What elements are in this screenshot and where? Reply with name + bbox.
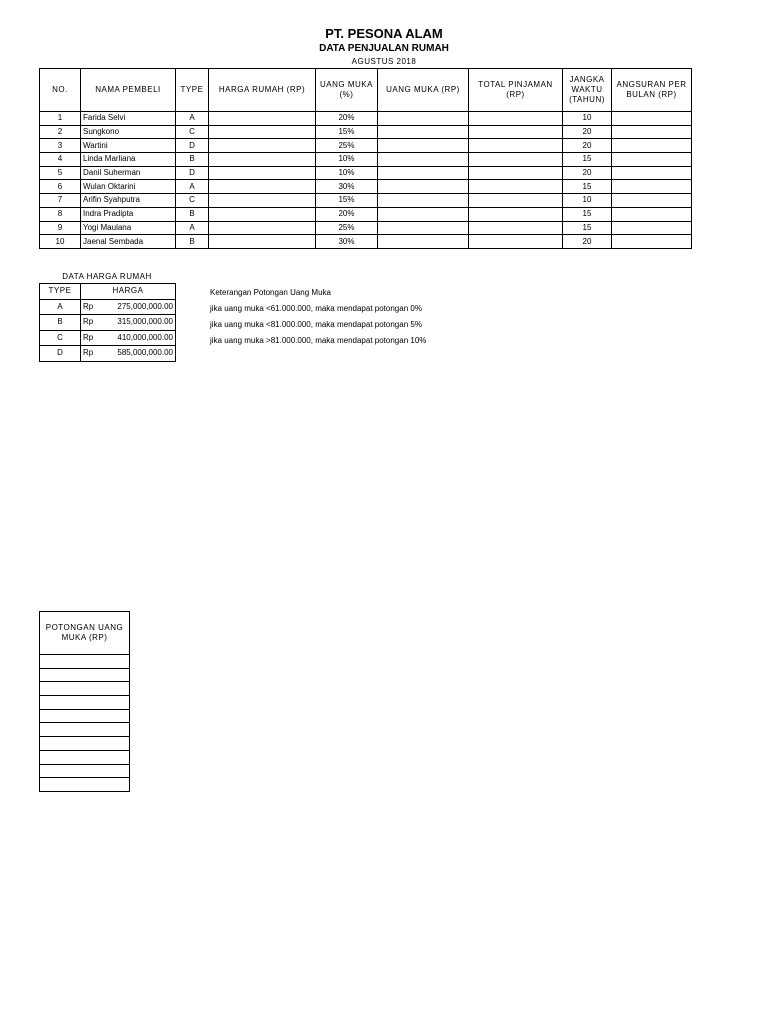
dp-amount-cell bbox=[378, 166, 469, 180]
price-row bbox=[40, 299, 176, 315]
price-col-type: TYPE bbox=[40, 284, 81, 300]
col-house-price: HARGA RUMAH (RP) bbox=[209, 69, 316, 112]
discount-row bbox=[40, 668, 130, 682]
discount-notes-title: Keterangan Potongan Uang Muka bbox=[210, 288, 331, 297]
table-row bbox=[40, 194, 692, 208]
dp-amount-cell bbox=[378, 153, 469, 167]
discount-note-line: jika uang muka >81.000.000, maka mendapat potongan 10% bbox=[210, 336, 427, 345]
price-type-cell: D bbox=[40, 346, 81, 362]
discount-cell bbox=[40, 709, 130, 723]
buyer-name-cell: Arifin Syahputra bbox=[81, 194, 176, 208]
term-cell: 15 bbox=[563, 180, 612, 194]
type-cell: A bbox=[176, 112, 209, 126]
buyer-name-cell: Jaenal Sembada bbox=[81, 235, 176, 249]
term-cell: 10 bbox=[563, 194, 612, 208]
total-loan-cell bbox=[469, 125, 563, 139]
discount-cell bbox=[40, 668, 130, 682]
discount-col-header: POTONGAN UANG MUKA (RP) bbox=[40, 612, 130, 655]
dp-percent-cell: 30% bbox=[316, 235, 378, 249]
price-value-cell bbox=[81, 346, 176, 362]
type-cell: A bbox=[176, 221, 209, 235]
dp-amount-cell bbox=[378, 194, 469, 208]
installment-cell bbox=[612, 153, 692, 167]
installment-cell bbox=[612, 221, 692, 235]
discount-table-header-row bbox=[40, 612, 130, 655]
buyer-name-cell: Wartini bbox=[81, 139, 176, 153]
term-cell: 20 bbox=[563, 235, 612, 249]
total-loan-cell bbox=[469, 180, 563, 194]
discount-row bbox=[40, 723, 130, 737]
currency-label: Rp bbox=[83, 348, 94, 358]
dp-amount-cell bbox=[378, 139, 469, 153]
currency-label: Rp bbox=[83, 317, 94, 327]
dp-amount-cell bbox=[378, 180, 469, 194]
price-type-cell: A bbox=[40, 299, 81, 315]
discount-cell bbox=[40, 750, 130, 764]
dp-percent-cell: 25% bbox=[316, 139, 378, 153]
dp-percent-cell: 20% bbox=[316, 207, 378, 221]
discount-row bbox=[40, 764, 130, 778]
col-dp-amount: UANG MUKA (RP) bbox=[378, 69, 469, 112]
table-row bbox=[40, 153, 692, 167]
dp-percent-cell: 20% bbox=[316, 112, 378, 126]
table-row bbox=[40, 125, 692, 139]
house-price-cell bbox=[209, 153, 316, 167]
table-row bbox=[40, 112, 692, 126]
no-cell: 1 bbox=[40, 112, 81, 126]
table-row bbox=[40, 235, 692, 249]
price-value-cell bbox=[81, 315, 176, 331]
buyer-name-cell: Farida Selvi bbox=[81, 112, 176, 126]
price-value-cell bbox=[81, 330, 176, 346]
total-loan-cell bbox=[469, 194, 563, 208]
term-cell: 20 bbox=[563, 166, 612, 180]
total-loan-cell bbox=[469, 235, 563, 249]
dp-amount-cell bbox=[378, 112, 469, 126]
discount-row bbox=[40, 709, 130, 723]
type-cell: C bbox=[176, 125, 209, 139]
col-total-loan: TOTAL PINJAMAN (RP) bbox=[469, 69, 563, 112]
discount-cell bbox=[40, 737, 130, 751]
term-cell: 15 bbox=[563, 221, 612, 235]
type-cell: B bbox=[176, 153, 209, 167]
discount-cell bbox=[40, 696, 130, 710]
total-loan-cell bbox=[469, 153, 563, 167]
house-price-cell bbox=[209, 139, 316, 153]
total-loan-cell bbox=[469, 139, 563, 153]
price-table-caption: DATA HARGA RUMAH bbox=[62, 272, 152, 281]
no-cell: 10 bbox=[40, 235, 81, 249]
discount-row bbox=[40, 737, 130, 751]
dp-amount-cell bbox=[378, 207, 469, 221]
type-cell: B bbox=[176, 207, 209, 221]
currency-label: Rp bbox=[83, 301, 94, 311]
no-cell: 7 bbox=[40, 194, 81, 208]
no-cell: 4 bbox=[40, 153, 81, 167]
type-cell: D bbox=[176, 166, 209, 180]
price-row bbox=[40, 315, 176, 331]
type-cell: C bbox=[176, 194, 209, 208]
discount-cell bbox=[40, 655, 130, 669]
house-price-cell bbox=[209, 194, 316, 208]
no-cell: 2 bbox=[40, 125, 81, 139]
company-title: PT. PESONA ALAM bbox=[325, 26, 443, 41]
price-amount: 275,000,000.00 bbox=[117, 301, 173, 311]
no-cell: 6 bbox=[40, 180, 81, 194]
term-cell: 15 bbox=[563, 153, 612, 167]
installment-cell bbox=[612, 194, 692, 208]
price-amount: 315,000,000.00 bbox=[117, 317, 173, 327]
discount-notes bbox=[210, 285, 426, 349]
dp-percent-cell: 15% bbox=[316, 125, 378, 139]
col-monthly-installment: ANGSURAN PER BULAN (RP) bbox=[612, 69, 692, 112]
buyer-name-cell: Yogi Maulana bbox=[81, 221, 176, 235]
col-buyer-name: NAMA PEMBELI bbox=[81, 69, 176, 112]
total-loan-cell bbox=[469, 112, 563, 126]
report-period: AGUSTUS 2018 bbox=[351, 57, 417, 66]
discount-row bbox=[40, 778, 130, 792]
price-table bbox=[39, 283, 176, 362]
discount-row bbox=[40, 655, 130, 669]
house-price-cell bbox=[209, 166, 316, 180]
table-row bbox=[40, 180, 692, 194]
house-price-cell bbox=[209, 207, 316, 221]
house-price-cell bbox=[209, 235, 316, 249]
price-amount: 410,000,000.00 bbox=[117, 332, 173, 342]
dp-percent-cell: 10% bbox=[316, 153, 378, 167]
buyer-name-cell: Indra Pradipta bbox=[81, 207, 176, 221]
term-cell: 20 bbox=[563, 139, 612, 153]
term-cell: 20 bbox=[563, 125, 612, 139]
col-term: JANGKA WAKTU (TAHUN) bbox=[563, 69, 612, 112]
no-cell: 3 bbox=[40, 139, 81, 153]
house-price-cell bbox=[209, 112, 316, 126]
house-price-cell bbox=[209, 125, 316, 139]
house-price-cell bbox=[209, 180, 316, 194]
buyer-name-cell: Sungkono bbox=[81, 125, 176, 139]
currency-label: Rp bbox=[83, 332, 94, 342]
dp-percent-cell: 10% bbox=[316, 166, 378, 180]
price-type-cell: C bbox=[40, 330, 81, 346]
price-row bbox=[40, 346, 176, 362]
house-price-cell bbox=[209, 221, 316, 235]
installment-cell bbox=[612, 180, 692, 194]
no-cell: 5 bbox=[40, 166, 81, 180]
no-cell: 9 bbox=[40, 221, 81, 235]
discount-row bbox=[40, 696, 130, 710]
price-col-price: HARGA bbox=[81, 284, 176, 300]
sales-table bbox=[39, 68, 692, 249]
term-cell: 10 bbox=[563, 112, 612, 126]
installment-cell bbox=[612, 207, 692, 221]
table-row bbox=[40, 139, 692, 153]
buyer-name-cell: Danil Suherman bbox=[81, 166, 176, 180]
dp-percent-cell: 30% bbox=[316, 180, 378, 194]
price-row bbox=[40, 330, 176, 346]
discount-note-line: jika uang muka <61.000.000, maka mendapat potongan 0% bbox=[210, 304, 422, 313]
total-loan-cell bbox=[469, 166, 563, 180]
dp-amount-cell bbox=[378, 125, 469, 139]
table-row bbox=[40, 207, 692, 221]
discount-cell bbox=[40, 682, 130, 696]
discount-table bbox=[39, 611, 130, 792]
discount-cell bbox=[40, 764, 130, 778]
col-no: NO. bbox=[40, 69, 81, 112]
price-type-cell: B bbox=[40, 315, 81, 331]
price-amount: 585,000,000.00 bbox=[117, 348, 173, 358]
col-dp-percent: UANG MUKA (%) bbox=[316, 69, 378, 112]
total-loan-cell bbox=[469, 221, 563, 235]
discount-row bbox=[40, 750, 130, 764]
installment-cell bbox=[612, 139, 692, 153]
col-type: TYPE bbox=[176, 69, 209, 112]
discount-cell bbox=[40, 778, 130, 792]
discount-note-line: jika uang muka <81.000.000, maka mendapat potongan 5% bbox=[210, 320, 422, 329]
discount-row bbox=[40, 682, 130, 696]
type-cell: D bbox=[176, 139, 209, 153]
total-loan-cell bbox=[469, 207, 563, 221]
table-row bbox=[40, 166, 692, 180]
dp-percent-cell: 25% bbox=[316, 221, 378, 235]
report-subtitle: DATA PENJUALAN RUMAH bbox=[319, 43, 449, 54]
type-cell: B bbox=[176, 235, 209, 249]
sales-table-header-row bbox=[40, 69, 692, 112]
no-cell: 8 bbox=[40, 207, 81, 221]
dp-amount-cell bbox=[378, 221, 469, 235]
table-row bbox=[40, 221, 692, 235]
discount-cell bbox=[40, 723, 130, 737]
installment-cell bbox=[612, 235, 692, 249]
dp-amount-cell bbox=[378, 235, 469, 249]
dp-percent-cell: 15% bbox=[316, 194, 378, 208]
buyer-name-cell: Linda Marliana bbox=[81, 153, 176, 167]
buyer-name-cell: Wulan Oktarini bbox=[81, 180, 176, 194]
price-value-cell bbox=[81, 299, 176, 315]
price-table-header-row bbox=[40, 284, 176, 300]
term-cell: 15 bbox=[563, 207, 612, 221]
type-cell: A bbox=[176, 180, 209, 194]
installment-cell bbox=[612, 166, 692, 180]
installment-cell bbox=[612, 112, 692, 126]
installment-cell bbox=[612, 125, 692, 139]
